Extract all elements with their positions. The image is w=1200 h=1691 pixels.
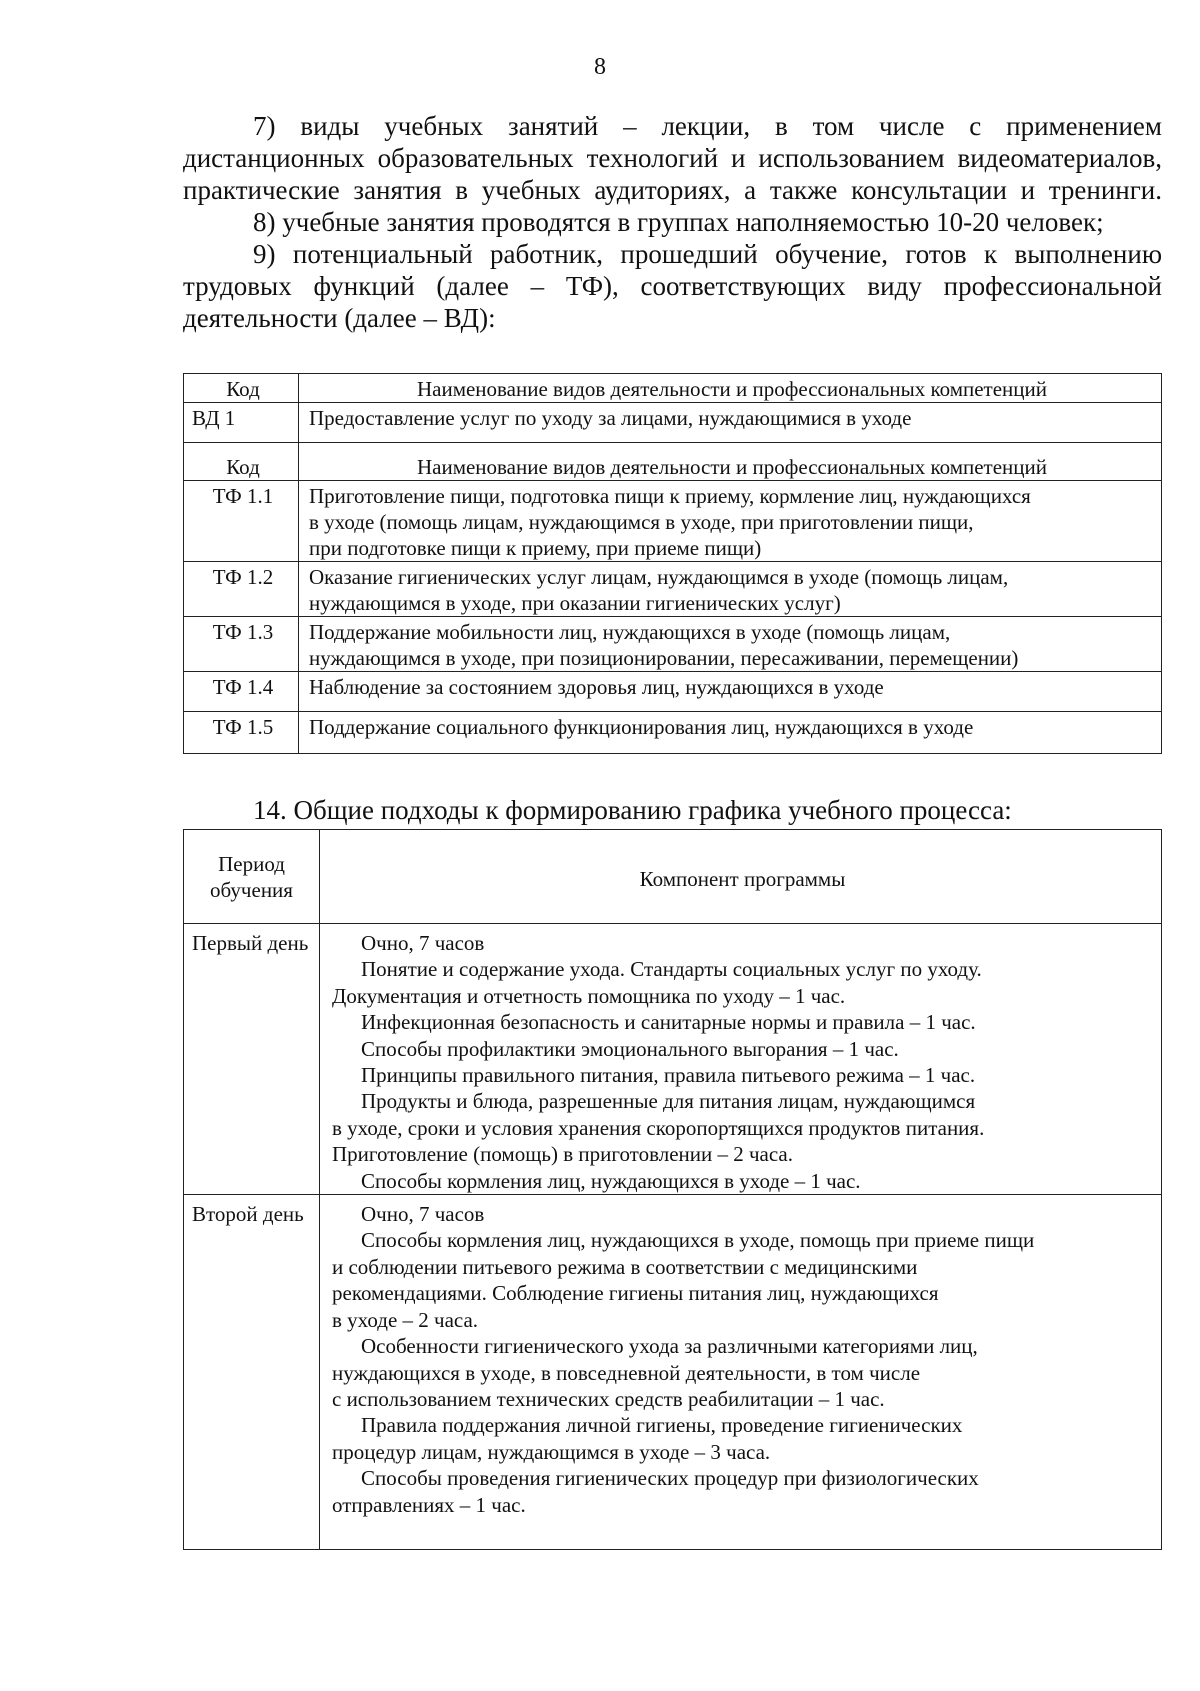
intro-paragraph: 7) виды учебных занятий – лекции, в том числе с применением дистанционных образовательных технологий и использованием видеоматериалов, практические занятия в учебных аудиториях, а также консультации и тренинги. [183, 111, 1162, 205]
text-line: в уходе – 2 часа. [332, 1307, 479, 1332]
table-row [184, 672, 1162, 712]
tf-name [299, 617, 1162, 672]
table-row [184, 562, 1162, 617]
table-row [184, 1195, 1162, 1550]
tf-name [299, 672, 1162, 712]
table-row [184, 617, 1162, 672]
competency-table [183, 373, 1162, 754]
text-line: Продукты и блюда, разрешенные для питания лицам, нуждающимся [361, 1089, 976, 1114]
header-code: Код [184, 443, 299, 481]
text-line: с использованием технических средств реабилитации – 1 час. [332, 1386, 885, 1411]
text-line: Способы кормления лиц, нуждающихся в уходе, помощь при приеме пищи [361, 1228, 1035, 1253]
text-line: и соблюдении питьевого режима в соответствии с медицинскими [332, 1254, 918, 1279]
table-row [184, 403, 1162, 443]
header-period: Период обучения [184, 830, 320, 924]
text-line: Правила поддержания личной гигиены, проведение гигиенических [361, 1413, 963, 1438]
text-line: в уходе (помощь лицам, нуждающимся в уходе, при приготовлении пищи, [309, 510, 974, 534]
text-line: при подготовке пищи к приему, при приеме пищи) [309, 536, 762, 560]
text-line: Способы кормления лиц, нуждающихся в уходе – 1 час. [361, 1168, 861, 1193]
tf-code: ТФ 1.4 [184, 672, 299, 712]
component-cell [320, 924, 1162, 1195]
text-line: Очно, 7 часов [361, 1202, 485, 1227]
table-row [184, 712, 1162, 754]
table-header-row [184, 830, 1162, 924]
period-cell: Второй день [184, 1195, 320, 1550]
text-line: нуждающимся в уходе, при оказании гигиенических услуг) [309, 591, 841, 615]
tf-code: ТФ 1.3 [184, 617, 299, 672]
text-line: Приготовление пищи, подготовка пищи к приему, кормление лиц, нуждающихся [309, 484, 1031, 508]
intro-text [183, 110, 1162, 334]
text-line: Способы профилактики эмоционального выгорания – 1 час. [361, 1036, 899, 1061]
header-component: Компонент программы [320, 830, 1162, 924]
table-row [184, 481, 1162, 562]
text-line: Понятие и содержание ухода. Стандарты социальных услуг по уходу. [361, 957, 982, 982]
tf-code: ТФ 1.2 [184, 562, 299, 617]
schedule-table [183, 829, 1162, 1550]
header-code: Код [184, 374, 299, 403]
tf-name [299, 712, 1162, 754]
text-line: рекомендациями. Соблюдение гигиены питания лиц, нуждающихся [332, 1281, 939, 1306]
header-name: Наименование видов деятельности и профессиональных компетенций [299, 443, 1162, 481]
text-line: Поддержание социального функционирования лиц, нуждающихся в уходе [309, 715, 974, 739]
table-row [184, 924, 1162, 1195]
text-line: Приготовление (помощь) в приготовлении – 2 часа. [332, 1142, 794, 1167]
text-line: процедур лицам, нуждающимся в уходе – 3 часа. [332, 1439, 771, 1464]
text-line: Очно, 7 часов [361, 931, 485, 955]
intro-paragraph: 9) потенциальный работник, прошедший обучение, готов к выполнению трудовых функций (далее – ТФ), соответствующих виду профессиональной деятельности (далее – ВД): [183, 239, 1162, 333]
vd-code: ВД 1 [184, 403, 299, 443]
text-line: отправлениях – 1 час. [332, 1492, 526, 1517]
text-line: Наблюдение за состоянием здоровья лиц, нуждающихся в уходе [309, 675, 884, 699]
text-line: Способы проведения гигиенических процедур при физиологических [361, 1466, 979, 1491]
period-cell: Первый день [184, 924, 320, 1195]
text-line: в уходе, сроки и условия хранения скоропортящихся продуктов питания. [332, 1115, 985, 1140]
table-header-row [184, 443, 1162, 481]
text-line: Документация и отчетность помощника по уходу – 1 час. [332, 983, 846, 1008]
text-line: Особенности гигиенического ухода за различными категориями лиц, [361, 1334, 978, 1359]
text-line: нуждающимся в уходе, при позиционировании, пересаживании, перемещении) [309, 646, 1019, 670]
tf-code: ТФ 1.1 [184, 481, 299, 562]
component-cell [320, 1195, 1162, 1550]
intro-paragraph: 8) учебные занятия проводятся в группах наполняемостью 10-20 человек; [253, 207, 1104, 237]
tf-name [299, 481, 1162, 562]
tf-name [299, 562, 1162, 617]
vd-name: Предоставление услуг по уходу за лицами, нуждающимися в уходе [299, 403, 1162, 443]
section-caption: 14. Общие подходы к формированию графика учебного процесса: [253, 795, 1012, 825]
header-name: Наименование видов деятельности и профессиональных компетенций [299, 374, 1162, 403]
text-line: нуждающихся в уходе, в повседневной деятельности, в том числе [332, 1360, 921, 1385]
text-line: Поддержание мобильности лиц, нуждающихся в уходе (помощь лицам, [309, 620, 951, 644]
text-line: Инфекционная безопасность и санитарные нормы и правила – 1 час. [361, 1010, 976, 1035]
page-number: 8 [594, 54, 606, 80]
text-line: Принципы правильного питания, правила питьевого режима – 1 час. [361, 1063, 976, 1088]
text-line: Оказание гигиенических услуг лицам, нуждающимся в уходе (помощь лицам, [309, 565, 1009, 589]
tf-code: ТФ 1.5 [184, 712, 299, 754]
table-header-row [184, 374, 1162, 403]
